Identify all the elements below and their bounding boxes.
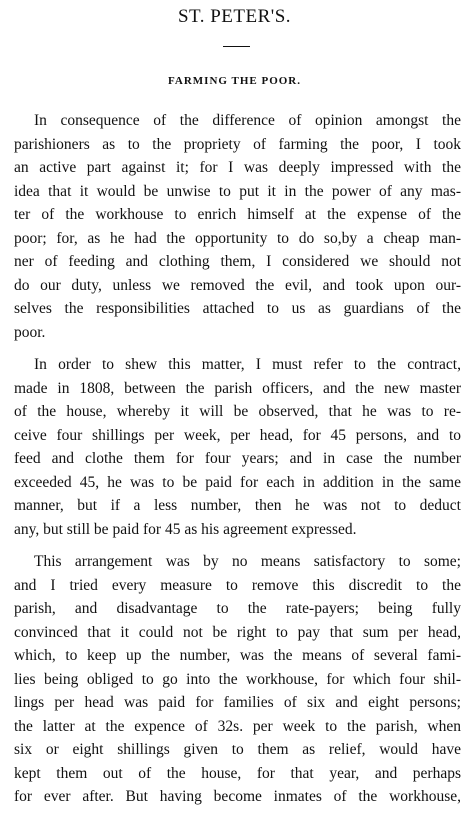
text-line: ter of the workhouse to enrich himself at the expense of the [14,206,461,223]
running-head: ST. PETER'S. [177,6,292,27]
text-line: of the house, whereby it will be observed, that he was to re- [14,403,461,420]
text-line: the latter at the expence of 32s. per week to the parish, when [14,717,461,735]
text-line: This arrangement was by no means satisfactory to some; [34,553,461,570]
text-line: parish, and disadvantage to the rate-payers; being fully [14,600,461,617]
text-line: and I tried every measure to remove this discredit to the [14,576,461,594]
text-line: poor; for, as he had the opportunity to do so,by a cheap man- [14,229,461,247]
text-line: selves the responsibilities attached to us as guardians of the [14,300,461,317]
text-line: exceeded 45, he was to be paid for each in addition in the same [14,473,461,491]
paragraph-2 [14,353,461,541]
text-line: In order to shew this matter, I must refer to the contract, [34,356,461,373]
text-line: for ever after. But having become inmates of the workhouse, [14,788,461,805]
text-line: which, to keep up the number, was the means of several fami- [14,647,461,664]
body-text [14,109,461,818]
section-title: FARMING THE POOR. [167,75,301,87]
text-line: any, but still be paid for 45 as his agreement expressed. [14,520,357,538]
text-line: six or eight shillings given to them as relief, would have [14,741,461,758]
text-line: do our duty, unless we removed the evil, and took upon our- [14,276,461,294]
text-line: made in 1808, between the parish officers, and the new master [14,379,461,397]
text-line: kept them out of the house, for that year, and perhaps [14,764,461,782]
head-rule [223,46,250,47]
text-line: feed and clothe them for four years; and in case the number [14,450,461,467]
text-line: poor. [14,323,46,341]
text-line: ceive four shillings per week, per head, for 45 persons, and to [14,426,461,444]
paragraph-1 [14,109,461,344]
text-line: idea that it would be unwise to put it in the power of any mas- [14,182,461,200]
paragraph-3 [14,550,461,809]
text-line: In consequence of the difference of opinion amongst the [34,112,461,129]
text-line: lies being obliged to go into the workhouse, for which four shil- [14,670,461,688]
text-line: convinced that it could not be right to pay that sum per head, [14,623,461,641]
text-line: ner of feeding and clothing them, I considered we should not [14,253,461,270]
text-line: lings per head was paid for families of six and eight persons; [14,694,461,711]
text-line: parishioners as to the propriety of farming the poor, I took [14,135,461,153]
text-line: an active part against it; for I was deeply impressed with the [14,159,461,176]
text-line: manner, but if a less number, then he was not to deduct [14,497,461,514]
